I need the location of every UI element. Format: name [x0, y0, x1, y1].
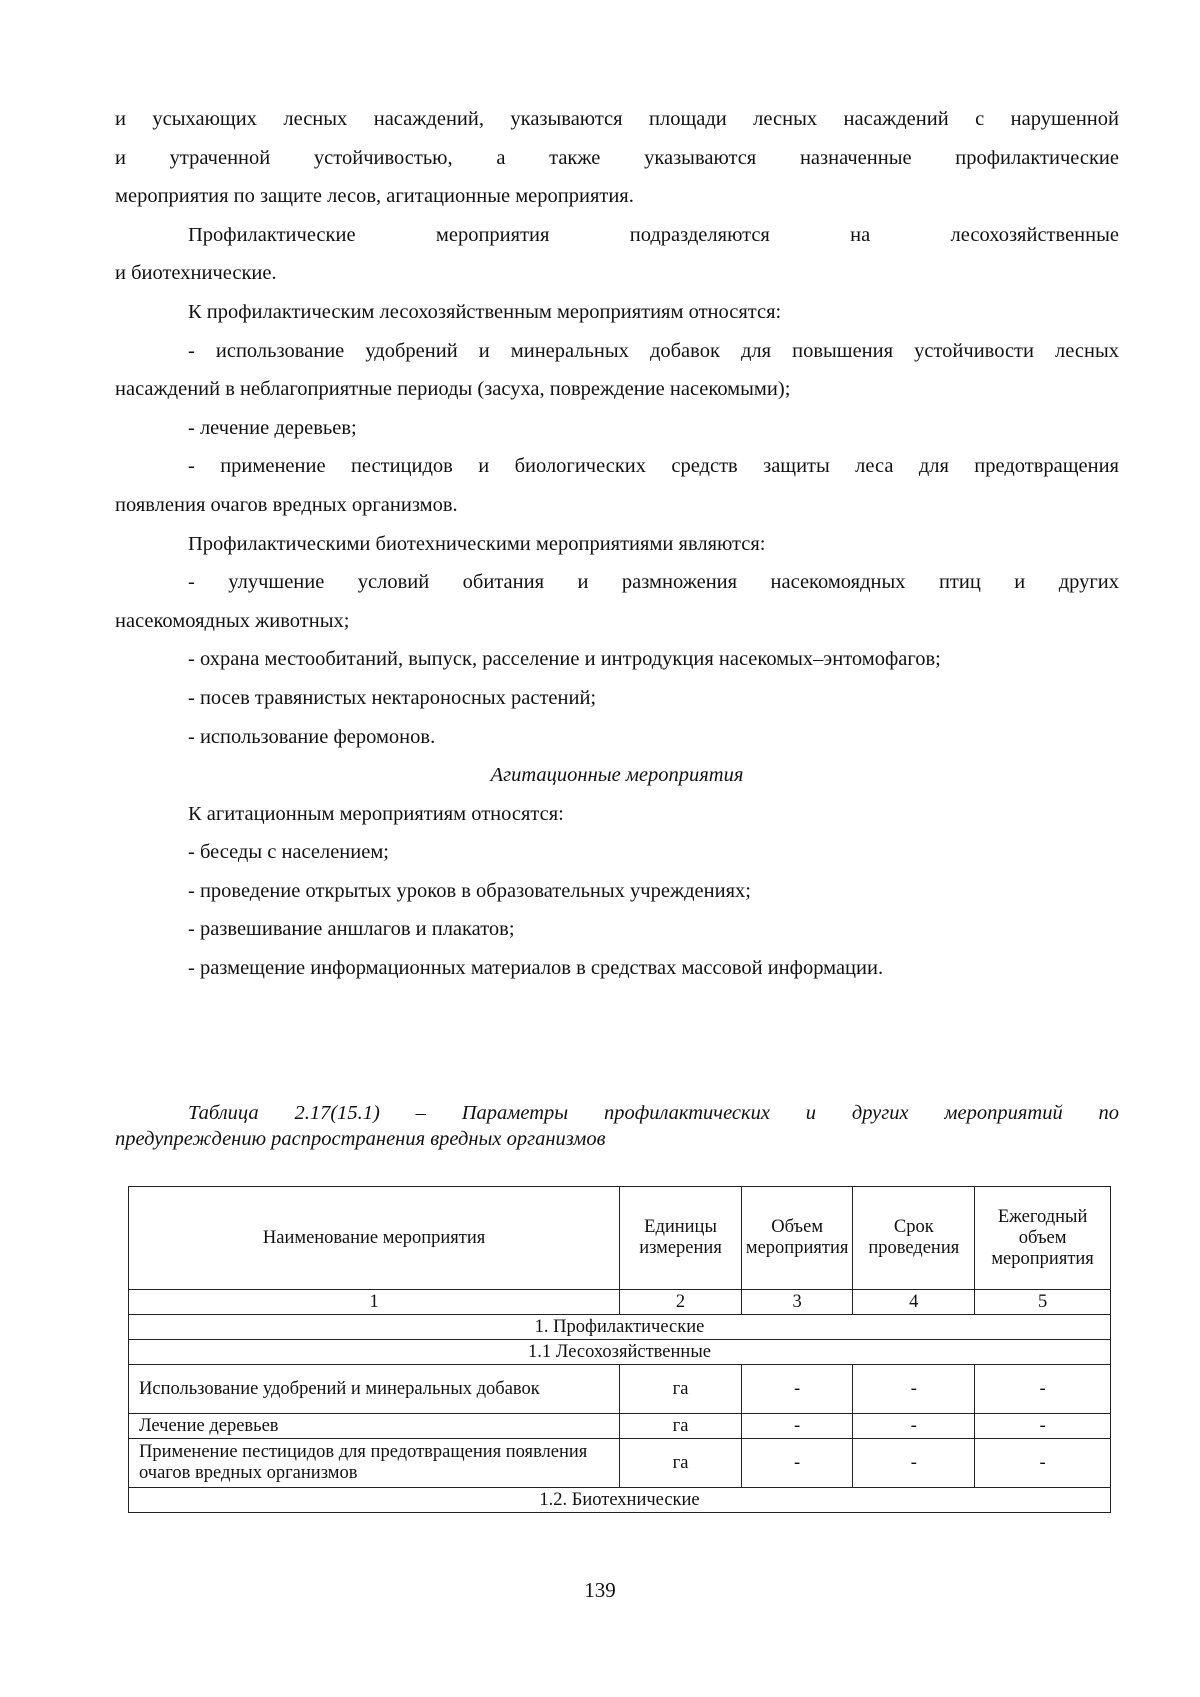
column-number: 3 [741, 1290, 852, 1315]
paragraph-line: и утраченной устойчивостью, а также указываются назначенные профилактические [115, 146, 1119, 169]
measure-name: Использование удобрений и минеральных добавок [129, 1365, 620, 1414]
list-item: - охрана местообитаний, выпуск, расселение и интродукция насекомых–энтомофагов; [188, 648, 941, 671]
paragraph-line: Профилактические мероприятия подразделяются на лесохозяйственные [188, 223, 1119, 246]
list-item-continuation: появления очагов вредных организмов. [115, 493, 458, 516]
list-item-continuation: насаждений в неблагоприятные периоды (засуха, повреждение насекомыми); [115, 378, 791, 401]
measure-volume: - [741, 1365, 852, 1414]
table-row [129, 1414, 1111, 1439]
column-header: Срок проведения [853, 1187, 975, 1290]
page-number: 139 [584, 1578, 616, 1602]
table-section-row [129, 1315, 1111, 1340]
column-number: 5 [975, 1290, 1111, 1315]
column-header: Объем мероприятия [741, 1187, 852, 1290]
list-item: - беседы с населением; [188, 841, 390, 864]
measure-volume: - [741, 1439, 852, 1488]
table-row [129, 1365, 1111, 1414]
list-item: - размещение информационных материалов в средствах массовой информации. [188, 957, 884, 980]
list-item: - проведение открытых уроков в образовательных учреждениях; [188, 879, 751, 902]
column-number: 4 [853, 1290, 975, 1315]
measure-name: Лечение деревьев [129, 1414, 620, 1439]
column-header: Единицы измерения [620, 1187, 742, 1290]
table-section-row [129, 1340, 1111, 1365]
list-item: - развешивание аншлагов и плакатов; [188, 918, 515, 941]
list-item-continuation: насекомоядных животных; [115, 609, 350, 632]
paragraph-line: и усыхающих лесных насаждений, указываются площади лесных насаждений с нарушенной [115, 108, 1119, 130]
list-item: - применение пестицидов и биологических средств защиты леса для предотвращения [188, 455, 1119, 478]
measure-term: - [853, 1439, 975, 1488]
table-caption [115, 1100, 1119, 1152]
paragraph-line: К агитационным мероприятиям относятся: [188, 802, 564, 825]
measure-name: Применение пестицидов для предотвращения появления очагов вредных организмов [129, 1439, 620, 1488]
list-item: - улучшение условий обитания и размножения насекомоядных птиц и других [188, 571, 1119, 594]
column-header: Ежегодный объем мероприятия [975, 1187, 1111, 1290]
measure-annual: - [975, 1365, 1111, 1414]
paragraph-line: и биотехнические. [115, 262, 277, 285]
caption-line: Таблица 2.17(15.1) – Параметры профилактических и других мероприятий по [188, 1102, 1119, 1124]
measure-annual: - [975, 1414, 1111, 1439]
column-header: Наименование мероприятия [129, 1187, 620, 1290]
section-title: 1. Профилактические [129, 1315, 1111, 1340]
section-heading: Агитационные мероприятия [490, 764, 744, 787]
paragraph-line: Профилактическими биотехническими мероприятиями являются: [188, 532, 766, 555]
list-item: - использование удобрений и минеральных добавок для повышения устойчивости лесных [188, 339, 1119, 362]
measure-term: - [853, 1414, 975, 1439]
caption-line: предупреждению распространения вредных организмов [115, 1128, 606, 1150]
subsection-title: 1.1 Лесохозяйственные [129, 1340, 1111, 1365]
paragraph-line: К профилактическим лесохозяйственным мероприятиям относятся: [188, 300, 782, 323]
measure-unit: га [620, 1439, 742, 1488]
column-number: 2 [620, 1290, 742, 1315]
column-number-row [129, 1290, 1111, 1315]
paragraph-line: мероприятия по защите лесов, агитационные мероприятия. [115, 185, 634, 208]
list-item: - посев травянистых нектароносных растений; [188, 686, 597, 709]
measure-unit: га [620, 1414, 742, 1439]
measure-unit: га [620, 1365, 742, 1414]
list-item: - лечение деревьев; [188, 416, 357, 439]
column-number: 1 [129, 1290, 620, 1315]
measure-term: - [853, 1365, 975, 1414]
measure-volume: - [741, 1414, 852, 1439]
table-row [129, 1439, 1111, 1488]
measures-table [128, 1186, 1111, 1513]
list-item: - использование феромонов. [188, 725, 436, 748]
measure-annual: - [975, 1439, 1111, 1488]
table-header-row [129, 1187, 1111, 1290]
table-section-row [129, 1488, 1111, 1513]
subsection-title: 1.2. Биотехнические [129, 1488, 1111, 1513]
body-text [115, 100, 1119, 988]
